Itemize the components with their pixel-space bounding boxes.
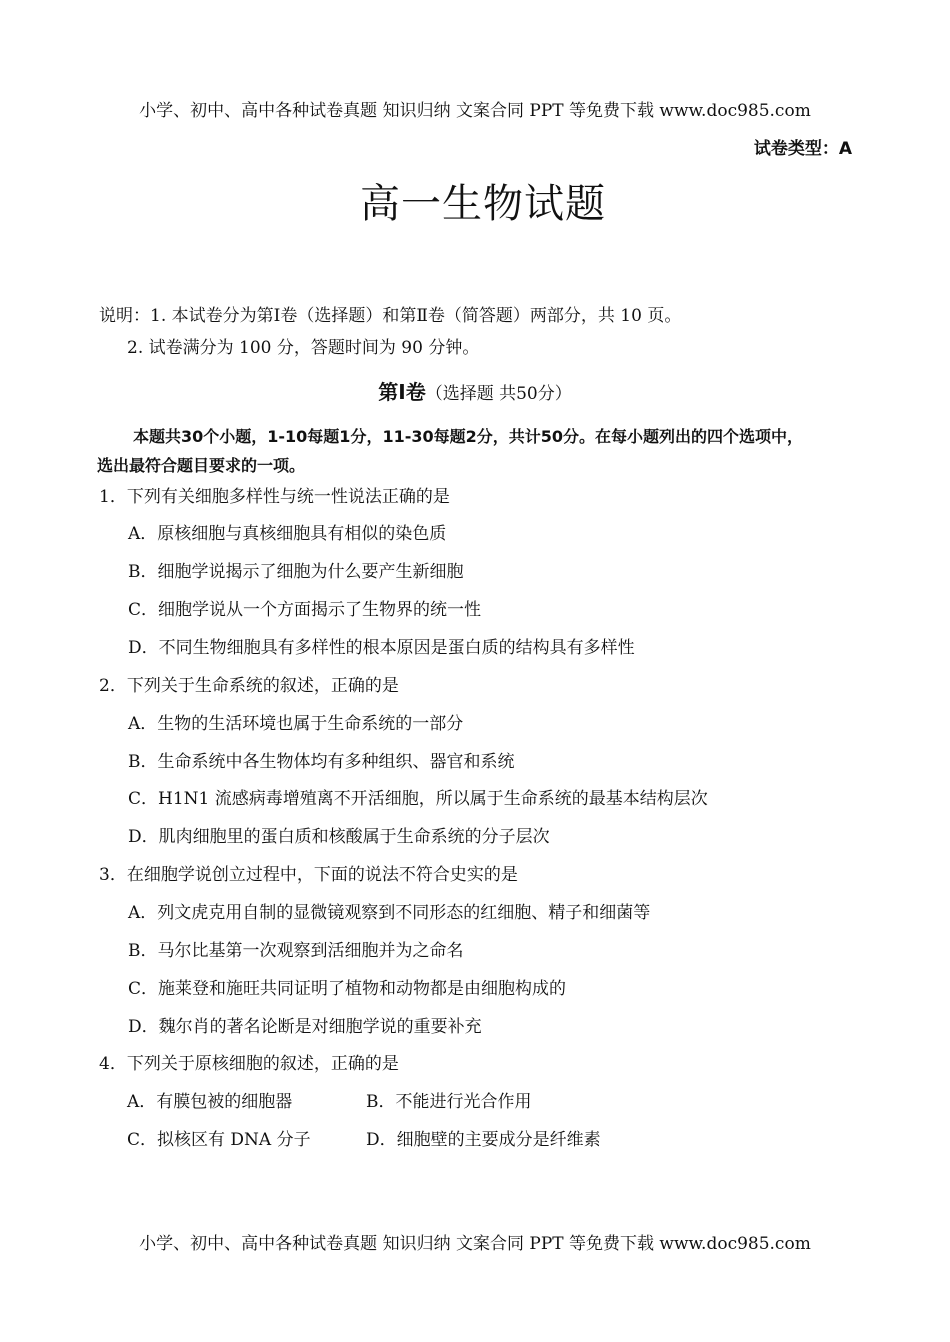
- paper-type-label: 试卷类型：A: [753, 139, 852, 159]
- question-1-option-c: C．细胞学说从一个方面揭示了生物界的统一性: [128, 600, 482, 620]
- question-2-option-d: D．肌肉细胞里的蛋白质和核酸属于生命系统的分子层次: [128, 827, 550, 847]
- question-stem-1: 1．下列有关细胞多样性与统一性说法正确的是: [99, 487, 450, 507]
- instructions-line-1: 本题共30个小题，1-10每题1分，11-30每题2分，共计50分。在每小题列出的四个选项中，: [133, 427, 804, 446]
- section-name: 第Ⅰ卷: [378, 380, 426, 404]
- question-stem-3: 3．在细胞学说创立过程中，下面的说法不符合史实的是: [99, 865, 518, 885]
- page-header: 小学、初中、高中各种试卷真题 知识归纳 文案合同 PPT 等免费下载 www.doc985.com: [139, 101, 811, 121]
- note-line-1: 说明：1. 本试卷分为第Ⅰ卷（选择题）和第Ⅱ卷（简答题）两部分，共 10 页。: [99, 306, 682, 326]
- page-title: 高一生物试题: [360, 181, 606, 227]
- question-stem-2: 2．下列关于生命系统的叙述，正确的是: [99, 676, 399, 696]
- question-3-option-a: A．列文虎克用自制的显微镜观察到不同形态的红细胞、精子和细菌等: [128, 903, 651, 923]
- question-4-option-c: C．拟核区有 DNA 分子: [127, 1130, 311, 1150]
- question-4-option-a: A．有膜包被的细胞器: [127, 1092, 293, 1112]
- question-2-option-c: C．H1N1 流感病毒增殖离不开活细胞，所以属于生命系统的最基本结构层次: [128, 789, 708, 809]
- question-1-option-d: D．不同生物细胞具有多样性的根本原因是蛋白质的结构具有多样性: [128, 638, 635, 658]
- question-3-option-c: C．施莱登和施旺共同证明了植物和动物都是由细胞构成的: [128, 979, 567, 999]
- question-2-option-b: B．生命系统中各生物体均有多种组织、器官和系统: [128, 752, 515, 772]
- question-1-option-a: A．原核细胞与真核细胞具有相似的染色质: [128, 524, 447, 544]
- question-2-option-a: A．生物的生活环境也属于生命系统的一部分: [128, 714, 464, 734]
- question-3-option-d: D．魏尔肖的著名论断是对细胞学说的重要补充: [128, 1017, 482, 1037]
- section-detail: （选择题 共50分）: [425, 384, 572, 404]
- question-3-option-b: B．马尔比基第一次观察到活细胞并为之命名: [128, 941, 464, 961]
- instructions-line-2: 选出最符合题目要求的一项。: [97, 456, 306, 475]
- page-footer: 小学、初中、高中各种试卷真题 知识归纳 文案合同 PPT 等免费下载 www.doc985.com: [139, 1234, 811, 1254]
- question-4-option-b: B．不能进行光合作用: [366, 1092, 532, 1112]
- question-stem-4: 4．下列关于原核细胞的叙述，正确的是: [99, 1054, 399, 1074]
- question-4-option-d: D．细胞壁的主要成分是纤维素: [366, 1130, 601, 1150]
- note-line-2: 2. 试卷满分为 100 分，答题时间为 90 分钟。: [127, 338, 480, 358]
- section-heading: [0, 376, 950, 405]
- question-1-option-b: B．细胞学说揭示了细胞为什么要产生新细胞: [128, 562, 464, 582]
